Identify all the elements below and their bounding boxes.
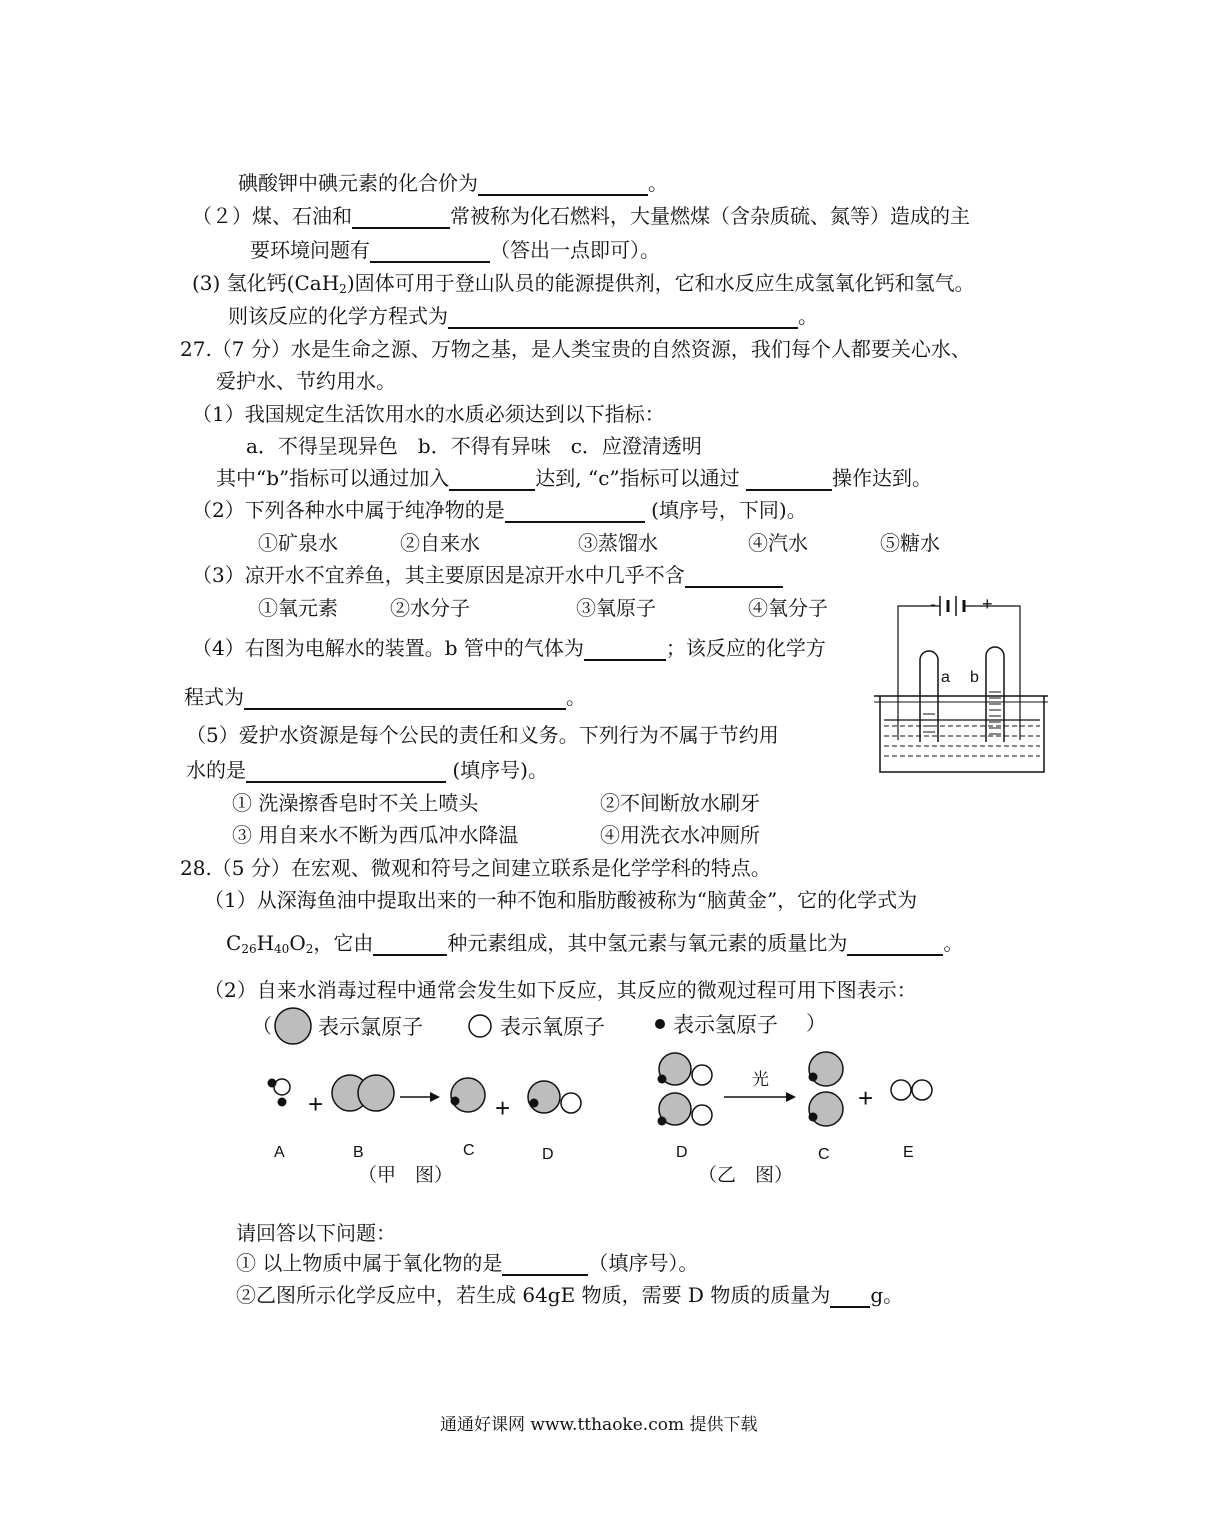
q27-opt: ②不间断放水刷牙 bbox=[600, 791, 760, 815]
q27-part1: （1）我国规定生活饮用水的水质必须达到以下指标： bbox=[192, 402, 665, 426]
blank[interactable] bbox=[370, 239, 490, 263]
q27-opt: ④用洗衣水冲厕所 bbox=[600, 823, 760, 847]
blank[interactable] bbox=[685, 564, 783, 588]
q27-opt: ②自来水 bbox=[400, 531, 480, 555]
q27-opt: ① 洗澡擦香皂时不关上喷头 bbox=[232, 791, 479, 815]
blank[interactable] bbox=[505, 499, 645, 523]
arrow-head bbox=[430, 1092, 440, 1102]
blank[interactable] bbox=[246, 759, 446, 783]
oxygen-atom-icon bbox=[469, 1015, 491, 1037]
battery-plus-label: + bbox=[982, 594, 993, 614]
q27-part5-cont: 水的是 (填序号)。 bbox=[186, 758, 548, 782]
blank[interactable] bbox=[502, 1252, 588, 1276]
molecule-D bbox=[528, 1081, 581, 1113]
q27-opt: ②水分子 bbox=[390, 596, 470, 620]
svg-text:）: ） bbox=[806, 1013, 826, 1035]
q28-stem: 28.（5 分）在宏观、微观和符号之间建立联系是化学学科的特点。 bbox=[180, 856, 771, 880]
blank[interactable] bbox=[244, 686, 566, 710]
battery-minus-label: - bbox=[930, 594, 936, 614]
molecule-C bbox=[451, 1078, 486, 1112]
footer-source: 通通好课网 www.tthaoke.com 提供下载 bbox=[440, 1415, 758, 1435]
electrolysis-apparatus-figure bbox=[870, 592, 1055, 782]
q27-opt: ③ 用自来水不断为西瓜冲水降温 bbox=[232, 823, 519, 847]
molecule-C-pair bbox=[809, 1052, 844, 1126]
tube-b-label: b bbox=[970, 669, 979, 686]
q27-part3: （3）凉开水不宜养鱼，其主要原因是凉开水中几乎不含 bbox=[192, 562, 783, 588]
svg-text:（: （ bbox=[252, 1016, 272, 1038]
q27-stem: 27.（7 分）水是生命之源、万物之基，是人类宝贵的自然资源，我们每个人都要关心水、 bbox=[180, 337, 971, 361]
q28-part1-cont: $C_{26}H_{40}O_2$，它由 种元素组成，其中氢元素与氧元素的质量比为 。 bbox=[226, 931, 964, 956]
reaction-diagram bbox=[258, 1045, 958, 1195]
q26-line3: 要环境问题有 （答出一点即可）。 bbox=[250, 238, 660, 262]
q27-part1-blanks: 其中“b”指标可以通过加入 达到, “c”指标可以通过 操作达到。 bbox=[216, 466, 932, 490]
chlorine-atom-icon bbox=[275, 1008, 311, 1044]
svg-text:表示氢原子: 表示氢原子 bbox=[673, 1014, 778, 1037]
blank[interactable] bbox=[478, 172, 648, 196]
q28-prompt: 请回答以下问题： bbox=[236, 1221, 396, 1245]
q27-opt: ①氧元素 bbox=[258, 596, 338, 620]
q26-line2: （２）煤、石油和 常被称为化石燃料，大量燃煤（含杂质硫、氮等）造成的主 bbox=[192, 204, 970, 228]
blank[interactable] bbox=[847, 932, 943, 956]
q27-part2: （2）下列各种水中属于纯净物的是 (填序号，下同)。 bbox=[192, 498, 807, 522]
caption-yi: （乙 图） bbox=[698, 1165, 794, 1186]
svg-text:表示氧原子: 表示氧原子 bbox=[500, 1016, 605, 1039]
arrow-head bbox=[786, 1092, 796, 1102]
hydrogen-atom-icon bbox=[655, 1019, 665, 1029]
plus-sign: + bbox=[308, 1089, 324, 1119]
svg-text:表示氯原子: 表示氯原子 bbox=[318, 1016, 423, 1039]
q27-opt: ⑤糖水 bbox=[880, 531, 940, 555]
blank[interactable] bbox=[449, 467, 535, 491]
q27-opt: ③氧原子 bbox=[576, 596, 656, 620]
q26-line5: 则该反应的化学方程式为 。 bbox=[228, 304, 818, 328]
q27-opt: ①矿泉水 bbox=[258, 531, 338, 555]
q27-part5: （5）爱护水资源是每个公民的责任和义务。下列行为不属于节约用 bbox=[186, 723, 779, 747]
q26-line4: (3) 氢化钙(CaH$_2$)固体可用于登山队员的能源提供剂，它和水反应生成氢氧化钙和氢气。 bbox=[192, 271, 975, 296]
molecule-legend bbox=[250, 1004, 850, 1050]
q26-line1: 碘酸钾中碘元素的化合价为 。 bbox=[238, 171, 668, 195]
plus-sign: + bbox=[858, 1083, 874, 1113]
label-D: D bbox=[542, 1146, 554, 1163]
q27-indicators: a．不得呈现异色 b．不得有异味 c．应澄清透明 bbox=[246, 434, 702, 458]
q27-part4-cont: 程式为 。 bbox=[184, 685, 586, 709]
blank[interactable] bbox=[448, 305, 798, 329]
label-D: D bbox=[676, 1144, 688, 1161]
q28-part2: （2）自来水消毒过程中通常会发生如下反应，其反应的微观过程可用下图表示： bbox=[204, 978, 917, 1002]
q27-opt: ④氧分子 bbox=[748, 596, 828, 620]
q28-question2: ②乙图所示化学反应中，若生成 64gE 物质，需要 D 物质的质量为 g。 bbox=[236, 1283, 904, 1307]
q28-part1: （1）从深海鱼油中提取出来的一种不饱和脂肪酸被称为“脑黄金”，它的化学式为 bbox=[204, 888, 918, 912]
molecule-E bbox=[891, 1080, 932, 1100]
plus-sign: + bbox=[495, 1093, 511, 1123]
label-A: A bbox=[274, 1144, 285, 1161]
q27-stem-cont: 爱护水、节约用水。 bbox=[216, 369, 396, 393]
molecule-B bbox=[332, 1075, 394, 1111]
blank[interactable] bbox=[584, 637, 666, 661]
q27-opt: ③蒸馏水 bbox=[578, 531, 658, 555]
label-C: C bbox=[818, 1146, 830, 1163]
tube-a-label: a bbox=[941, 669, 950, 686]
caption-jia: （甲 图） bbox=[358, 1165, 454, 1186]
q27-opt: ④汽水 bbox=[748, 531, 808, 555]
label-C: C bbox=[463, 1142, 475, 1159]
formula: $C_{26}H_{40}O_2$ bbox=[226, 931, 314, 956]
light-condition: 光 bbox=[752, 1070, 769, 1089]
blank[interactable] bbox=[352, 205, 450, 229]
blank[interactable] bbox=[746, 467, 832, 491]
molecule-D-pair bbox=[658, 1053, 713, 1126]
label-E: E bbox=[903, 1144, 914, 1161]
blank[interactable] bbox=[373, 932, 447, 956]
q27-part4: （4）右图为电解水的装置。b 管中的气体为 ；该反应的化学方 bbox=[192, 636, 826, 660]
blank[interactable] bbox=[830, 1284, 870, 1308]
molecule-A bbox=[268, 1079, 291, 1107]
label-B: B bbox=[353, 1144, 364, 1161]
q28-question1: ① 以上物质中属于氧化物的是 （填序号）。 bbox=[236, 1251, 699, 1275]
